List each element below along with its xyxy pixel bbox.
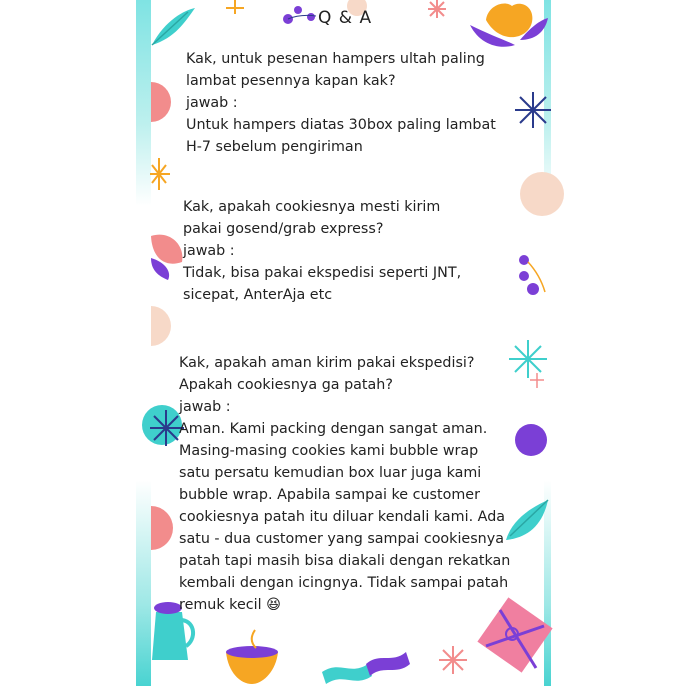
leaf-icon xyxy=(152,8,195,45)
starburst-icon xyxy=(509,340,547,378)
answer-line: Aman. Kami packing dengan sangat aman. xyxy=(179,421,488,437)
question-line: Kak, untuk pesenan hampers ultah paling xyxy=(186,51,485,67)
answer-line: H-7 sebelum pengiriman xyxy=(186,139,363,155)
answer-line: satu - dua customer yang sampai cookiesnya xyxy=(179,531,504,547)
flower-icon xyxy=(470,4,548,47)
qa-item xyxy=(183,196,461,306)
star-icon xyxy=(530,373,544,388)
answer-line: Untuk hampers diatas 30box paling lambat xyxy=(186,117,496,133)
star-icon xyxy=(428,0,446,18)
ribbon-icon xyxy=(322,652,410,684)
berries-icon xyxy=(519,255,539,295)
answer-line: bubble wrap. Apabila sampai ke customer xyxy=(179,487,480,503)
coral-semicircle xyxy=(151,506,173,550)
answer-label: jawab : xyxy=(179,399,231,415)
answer-label: jawab : xyxy=(183,243,235,259)
purple-circle xyxy=(515,424,547,456)
peach-semicircle xyxy=(151,306,171,346)
answer-line: remuk kecil 😆 xyxy=(179,597,281,613)
answer-label: jawab : xyxy=(186,95,238,111)
sparkle-icon xyxy=(150,158,170,190)
qa-item xyxy=(179,352,510,616)
answer-line: kembali dengan icingnya. Tidak sampai patah xyxy=(179,575,509,591)
question-line: Kak, apakah cookiesnya mesti kirim xyxy=(183,199,441,215)
answer-line: sicepat, AnterAja etc xyxy=(183,287,333,303)
cup-icon xyxy=(226,630,278,684)
answer-line: patah tapi masih bisa diakali dengan rekatkan xyxy=(179,553,511,569)
question-line: pakai gosend/grab express? xyxy=(183,221,384,237)
star-icon xyxy=(439,646,467,674)
snowflake-icon xyxy=(515,92,551,128)
question-line: lambat pesennya kapan kak? xyxy=(186,73,396,89)
peach-circle xyxy=(520,172,564,216)
question-line: Kak, apakah aman kirim pakai ekspedisi? xyxy=(179,355,475,371)
question-line: Apakah cookiesnya ga patah? xyxy=(179,377,393,393)
leaf-icon xyxy=(506,500,548,540)
coral-semicircle xyxy=(151,82,171,122)
qa-item xyxy=(186,48,496,158)
sparkle-icon xyxy=(226,0,244,14)
answer-line: Masing-masing cookies kami bubble wrap xyxy=(179,443,479,459)
answer-line: cookiesnya patah itu diluar kendali kami. Ada xyxy=(179,509,506,525)
page-title: Q & A xyxy=(318,8,373,28)
answer-line: satu persatu kemudian box luar juga kami xyxy=(179,465,482,481)
answer-line: Tidak, bisa pakai ekspedisi seperti JNT, xyxy=(183,265,462,281)
flower-icon xyxy=(151,235,182,280)
